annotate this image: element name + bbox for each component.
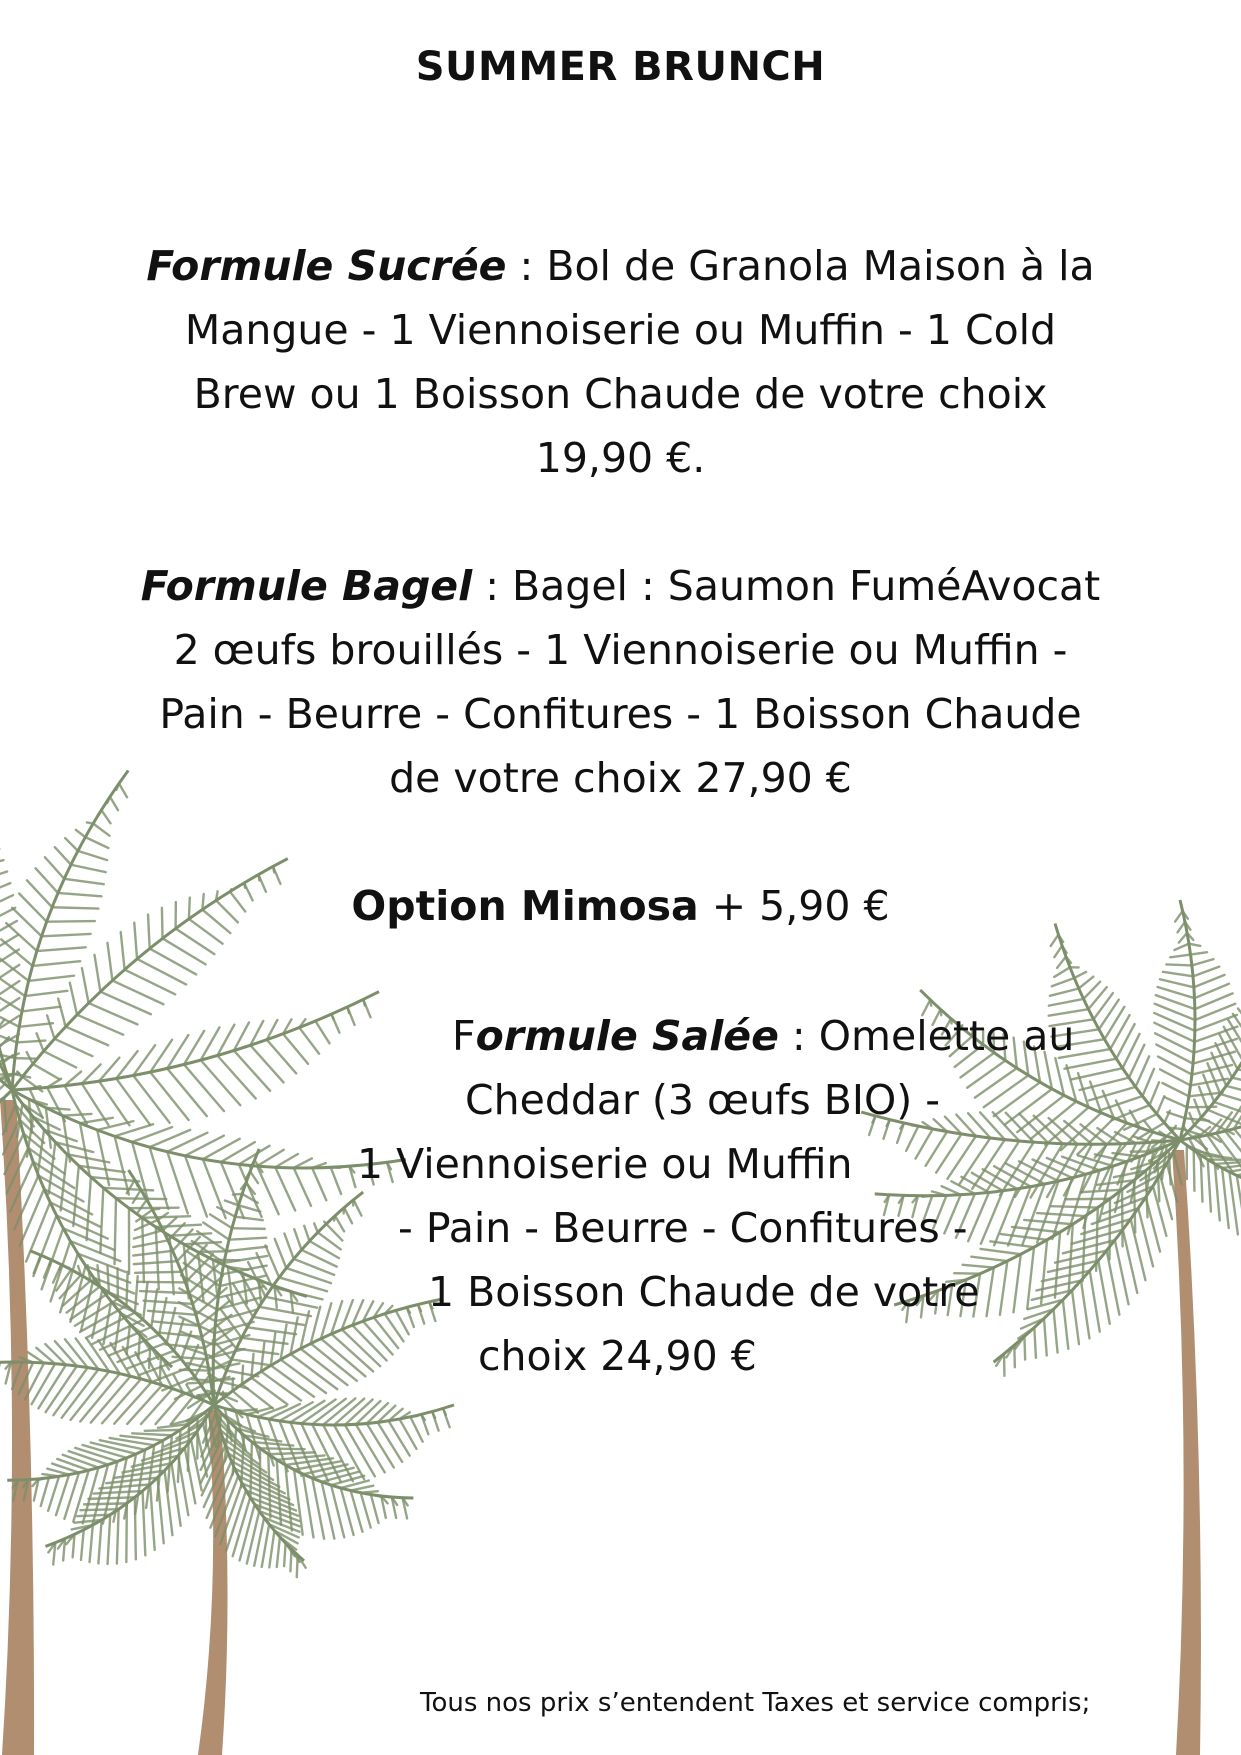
palm-leaflet bbox=[1080, 1078, 1129, 1090]
palm-leaflet bbox=[250, 1171, 258, 1183]
option-mimosa-price: + 5,90 € bbox=[698, 882, 890, 930]
palm-leaflet bbox=[117, 1509, 119, 1563]
palm-leaflet bbox=[271, 1365, 314, 1396]
palm-leaflet bbox=[396, 1309, 402, 1310]
palm-leaflet bbox=[47, 1015, 54, 1038]
palm-leaflet bbox=[115, 1198, 116, 1264]
palm-leaflet bbox=[44, 1051, 77, 1067]
palm-leaflet bbox=[54, 1039, 92, 1056]
palm-leaflet bbox=[335, 1216, 344, 1232]
palm-leaflet bbox=[1154, 1023, 1194, 1042]
palm-leaflet bbox=[251, 1354, 253, 1378]
palm-leaflet bbox=[82, 968, 89, 1003]
palm-leaflet bbox=[975, 1068, 1017, 1098]
palm-leaflet bbox=[90, 1525, 93, 1562]
palm-leaflet bbox=[184, 1064, 224, 1111]
palm-leaflet bbox=[127, 1324, 130, 1354]
palm-leaflet bbox=[1184, 1127, 1187, 1133]
palm-leaflet bbox=[226, 1247, 267, 1252]
formule-salee-text-1: : Omelette au bbox=[778, 1012, 1075, 1060]
palm-leaflet bbox=[1019, 1161, 1059, 1181]
palm-leaflet bbox=[1178, 922, 1185, 933]
palm-leaflet bbox=[217, 1056, 255, 1099]
formule-bagel-price: de votre choix 27,90 € bbox=[389, 754, 852, 802]
palm-leaflet bbox=[126, 1272, 127, 1306]
palm-leaflet bbox=[20, 1189, 44, 1246]
palm-leaflet bbox=[299, 1028, 319, 1054]
palm-leaflet bbox=[374, 1317, 398, 1348]
palm-leaflet bbox=[981, 1249, 1021, 1254]
palm-leaflet bbox=[1192, 959, 1214, 965]
palm-leaflet bbox=[48, 1476, 59, 1510]
palm-leaflet bbox=[443, 1408, 446, 1414]
formule-salee-price: choix 24,90 € bbox=[478, 1332, 757, 1380]
palm-leaflet bbox=[1208, 1160, 1211, 1212]
palm-leaflet bbox=[1142, 1069, 1154, 1096]
formule-salee-line-1 bbox=[452, 1004, 1074, 1068]
palm-leaflet bbox=[1055, 1232, 1060, 1297]
palm-leaflet bbox=[273, 866, 274, 872]
formule-salee-line-3: 1 Viennoiserie ou Muffin bbox=[357, 1140, 853, 1188]
palm-leaflet bbox=[47, 921, 95, 922]
palm-leaflet bbox=[367, 1424, 394, 1468]
palm-leaflet bbox=[990, 1241, 1034, 1247]
palm-leaflet bbox=[284, 1543, 286, 1566]
palm-leaflet bbox=[1074, 972, 1086, 978]
palm-leaflet bbox=[141, 1389, 173, 1424]
palm-leaflet bbox=[1162, 1083, 1189, 1096]
palm-leaflet bbox=[150, 1484, 155, 1549]
palm-leaflet bbox=[132, 1433, 172, 1435]
palm-leaflet bbox=[107, 943, 112, 981]
palm-leaflet bbox=[303, 1474, 313, 1537]
palm-leaflet bbox=[0, 860, 3, 867]
palm-leaflet bbox=[129, 1208, 179, 1209]
palm-leaflet bbox=[22, 1007, 60, 1012]
palm-leaflet bbox=[283, 1034, 308, 1064]
palm-leaflet bbox=[15, 1058, 38, 1059]
palm-leaflet bbox=[1194, 1100, 1201, 1118]
palm-leaflet bbox=[77, 1015, 123, 1035]
palm-leaflet bbox=[1116, 1024, 1134, 1059]
palm-leaflet bbox=[410, 1416, 417, 1417]
palm-leaflet bbox=[363, 999, 365, 1005]
palm-leaflet bbox=[315, 1021, 329, 1043]
palm-leaflet bbox=[1044, 1318, 1047, 1355]
option-mimosa-name: Option Mimosa bbox=[351, 882, 699, 930]
palm-leaflet bbox=[361, 1493, 371, 1528]
palm-leaflet bbox=[351, 1486, 374, 1491]
palm-leaflet bbox=[1203, 1075, 1214, 1102]
palm-leaflet bbox=[1037, 1213, 1085, 1216]
palm-leaflet bbox=[159, 1298, 166, 1335]
palm-leaflet bbox=[240, 1504, 255, 1560]
palm-leaflet bbox=[916, 1129, 933, 1159]
palm-leaflet bbox=[29, 976, 74, 981]
palm-leaflet bbox=[203, 1139, 240, 1159]
palm-leaflet bbox=[1155, 1033, 1194, 1052]
palm-leaflet bbox=[58, 893, 101, 896]
palm-leaflet bbox=[1160, 979, 1194, 987]
palm-leaflet bbox=[150, 1072, 188, 1120]
palm-leaflet bbox=[247, 1327, 296, 1334]
palm-leaflet bbox=[133, 1190, 141, 1203]
palm-leaflet bbox=[185, 1156, 207, 1217]
palm-leaflet bbox=[1034, 1116, 1063, 1144]
palm-leaflet bbox=[290, 1549, 291, 1571]
right-palm-trunk bbox=[1172, 1150, 1201, 1755]
palm-leaflet bbox=[334, 1216, 335, 1221]
palm-leaflet bbox=[45, 1344, 66, 1365]
palm-leaflet bbox=[1194, 975, 1225, 987]
formule-salee-name-initial: F bbox=[452, 1012, 476, 1060]
palm-leaflet bbox=[297, 1555, 298, 1577]
palm-leaflet bbox=[143, 1491, 146, 1555]
palm-leaflet bbox=[87, 822, 93, 823]
palm-leaflet bbox=[987, 1268, 994, 1317]
palm-leaflet bbox=[1052, 978, 1074, 986]
formule-sucree-price: 19,90 €. bbox=[535, 434, 706, 482]
palm-leaflet bbox=[78, 851, 107, 860]
palm-leaflet bbox=[275, 1167, 295, 1210]
palm-leaflet bbox=[55, 1341, 77, 1366]
palm-leaflet bbox=[133, 1251, 172, 1256]
palm-leaflet bbox=[1107, 1251, 1120, 1315]
palm-leaflet bbox=[1110, 1015, 1129, 1049]
palm-leaflet bbox=[55, 847, 71, 865]
palm-leaflet bbox=[71, 865, 106, 872]
palm-leaflet bbox=[46, 1108, 51, 1148]
palm-leaflet bbox=[242, 1384, 273, 1408]
palm-leaflet bbox=[116, 1198, 166, 1199]
palm-leaflet bbox=[1012, 1227, 1060, 1232]
palm-leaflet bbox=[259, 1307, 311, 1316]
palm-leaflet bbox=[1041, 1240, 1047, 1304]
palm-leaflet bbox=[98, 810, 101, 815]
palm-leaflet bbox=[250, 1045, 283, 1082]
formule-salee-name: ormule Salée bbox=[475, 1012, 779, 1060]
palm-leaflet bbox=[0, 871, 7, 882]
palm-leaflet bbox=[1094, 993, 1113, 1019]
palm-leaflet bbox=[942, 1186, 961, 1195]
palm-leaflet bbox=[994, 1166, 1031, 1186]
palm-leaflet bbox=[275, 1154, 298, 1167]
palm-leaflet bbox=[262, 1524, 269, 1567]
palm-leaflet bbox=[126, 1503, 127, 1562]
palm-leaflet bbox=[1099, 1000, 1119, 1030]
palm-leaflet bbox=[1215, 1161, 1241, 1164]
palm-leaflet bbox=[133, 1075, 169, 1122]
palm-leaflet bbox=[1063, 1300, 1068, 1349]
palm-leaflet bbox=[936, 1134, 961, 1173]
palm-leaflet bbox=[116, 1079, 150, 1125]
palm-leaflet bbox=[156, 1392, 183, 1424]
palm-leaflet bbox=[69, 1530, 84, 1537]
palm-leaflet bbox=[27, 880, 52, 907]
formule-salee-line-2: Cheddar (3 œufs BIO) - bbox=[465, 1076, 941, 1124]
palm-leaflet bbox=[66, 1027, 109, 1046]
palm-leaflet bbox=[324, 1222, 326, 1224]
palm-leaflet bbox=[145, 1430, 181, 1431]
palm-leaflet bbox=[1191, 952, 1208, 954]
palm-leaflet bbox=[984, 1075, 1029, 1107]
palm-leaflet bbox=[1222, 1168, 1229, 1228]
palm-leaflet bbox=[1054, 946, 1062, 957]
formule-sucree bbox=[100, 234, 1141, 490]
palm-leaflet bbox=[432, 1412, 435, 1418]
palm-leaflet bbox=[32, 1364, 56, 1404]
palm-leaflet bbox=[148, 1311, 196, 1315]
palm-leaflet bbox=[1215, 1164, 1220, 1220]
palm-leaflet bbox=[115, 1136, 129, 1194]
palm-leaflet bbox=[1193, 967, 1219, 977]
palm-leaflet bbox=[1014, 1254, 1021, 1312]
palm-leaflet bbox=[63, 1455, 99, 1468]
palm-leaflet bbox=[1000, 1261, 1007, 1315]
palm-leaflet bbox=[1154, 1013, 1195, 1031]
formule-salee-line-5: 1 Boisson Chaude de votre bbox=[428, 1268, 980, 1316]
palm-leaflet bbox=[1080, 1124, 1106, 1144]
palm-leaflet bbox=[37, 947, 86, 951]
palm-leaflet bbox=[257, 1166, 279, 1214]
palm-leaflet bbox=[57, 1459, 89, 1470]
palm-leaflet bbox=[344, 1208, 352, 1224]
palm-leaflet bbox=[64, 879, 104, 884]
palm-leaflet bbox=[294, 1168, 311, 1206]
palm-leaflet bbox=[77, 1515, 110, 1517]
palm-leaflet bbox=[304, 1226, 309, 1241]
palm-leaflet bbox=[1006, 1113, 1034, 1142]
palm-leaflet bbox=[361, 1491, 378, 1493]
palm-leaflet bbox=[344, 1208, 345, 1214]
palm-leaflet bbox=[1194, 1150, 1195, 1191]
palm-leaflet bbox=[1165, 1097, 1187, 1107]
palm-leaflet bbox=[1081, 1281, 1090, 1339]
palm-leaflet bbox=[52, 907, 98, 908]
palm-leaflet bbox=[137, 1282, 185, 1283]
palm-leaflet bbox=[76, 830, 85, 837]
palm-leaflet bbox=[36, 868, 58, 893]
footer-note: Tous nos prix s’entendent Taxes et service compris; bbox=[420, 1688, 1091, 1718]
palm-leaflet bbox=[301, 1311, 309, 1348]
palm-leaflet bbox=[107, 1266, 108, 1292]
palm-leaflet bbox=[275, 1239, 287, 1268]
palm-leaflet bbox=[981, 1191, 1003, 1244]
palm-leaflet bbox=[99, 1484, 150, 1488]
palm-leaflet bbox=[251, 1378, 287, 1405]
palm-leaflet bbox=[1081, 1190, 1122, 1193]
palm-leaflet bbox=[58, 999, 65, 1027]
palm-leaflet bbox=[1166, 964, 1192, 965]
palm-leaflet bbox=[217, 1207, 235, 1217]
palm-leaflet bbox=[135, 1272, 181, 1273]
palm-leaflet bbox=[133, 1240, 168, 1247]
palm-leaflet bbox=[135, 1276, 138, 1312]
palm-leaflet bbox=[234, 1051, 270, 1091]
palm-leaflet bbox=[167, 1068, 207, 1116]
palm-leaflet bbox=[1157, 1096, 1164, 1114]
palm-leaflet bbox=[1034, 1327, 1036, 1357]
palm-leaflet bbox=[185, 1136, 224, 1156]
palm-leaflet bbox=[95, 955, 101, 992]
palm-leaflet bbox=[1079, 977, 1094, 989]
formule-sucree-line-1 bbox=[100, 234, 1141, 298]
palm-leaflet bbox=[418, 1304, 421, 1311]
page-title: SUMMER BRUNCH bbox=[415, 44, 826, 90]
palm-leaflet bbox=[1051, 1206, 1098, 1207]
palm-leaflet bbox=[98, 1520, 101, 1563]
palm-leaflet bbox=[1024, 1336, 1025, 1359]
palm-leaflet bbox=[85, 837, 108, 848]
palm-leaflet bbox=[260, 1448, 305, 1449]
palm-leaflet bbox=[70, 983, 77, 1015]
formule-bagel-name: Formule Bagel bbox=[140, 562, 473, 610]
palm-leaflet bbox=[65, 838, 78, 851]
palm-leaflet bbox=[242, 1366, 243, 1385]
palm-leaflet bbox=[1072, 1290, 1079, 1344]
palm-leaflet bbox=[1156, 1045, 1193, 1064]
palm-leaflet bbox=[261, 1343, 264, 1372]
formule-salee-line-4: - Pain - Beurre - Confitures - bbox=[398, 1204, 968, 1252]
palm-leaflet bbox=[1224, 1027, 1241, 1061]
palm-leaflet bbox=[235, 1217, 263, 1220]
palm-leaflet bbox=[1150, 1082, 1160, 1105]
palm-leaflet bbox=[315, 1019, 319, 1021]
palm-leaflet bbox=[314, 1223, 317, 1232]
palm-leaflet bbox=[1057, 957, 1066, 968]
palm-leaflet bbox=[233, 1194, 242, 1195]
palm-leaflet bbox=[389, 1421, 410, 1456]
palm-leaflet bbox=[41, 1478, 49, 1506]
palm-leaflet bbox=[371, 1495, 379, 1523]
palm-leaflet bbox=[167, 1133, 207, 1152]
palm-leaflet bbox=[1090, 1271, 1100, 1332]
palm-leaflet bbox=[210, 1214, 232, 1228]
formule-bagel-line-3: Pain - Beurre - Confitures - 1 Boisson Chaude bbox=[159, 690, 1082, 738]
palm-leaflet bbox=[142, 1216, 190, 1218]
palm-leaflet bbox=[115, 1124, 154, 1136]
formule-sucree-line-3: Brew ou 1 Boisson Chaude de votre choix bbox=[193, 370, 1048, 418]
palm-leaflet bbox=[88, 1497, 134, 1499]
formule-bagel-line-1 bbox=[100, 554, 1141, 618]
palm-leaflet bbox=[157, 1478, 163, 1544]
palm-leaflet bbox=[138, 1200, 147, 1213]
palm-leaflet bbox=[150, 949, 197, 975]
palm-leaflet bbox=[271, 1333, 276, 1365]
palm-leaflet bbox=[195, 1359, 204, 1376]
palm-leaflet bbox=[1170, 955, 1190, 958]
palm-leaflet bbox=[101, 810, 110, 823]
palm-leaflet bbox=[34, 1255, 41, 1273]
palm-leaflet bbox=[410, 1417, 422, 1442]
palm-leaflet bbox=[19, 1023, 53, 1027]
palm-leaflet bbox=[229, 1238, 266, 1240]
palm-leaflet bbox=[93, 824, 109, 836]
palm-leaflet bbox=[81, 1530, 84, 1560]
palm-leaflet bbox=[63, 1114, 92, 1116]
palm-leaflet bbox=[363, 1321, 393, 1354]
palm-leaflet bbox=[156, 1227, 159, 1289]
palm-leaflet bbox=[242, 1194, 258, 1203]
palm-leaflet bbox=[378, 1422, 402, 1462]
palm-leaflet bbox=[1069, 1224, 1073, 1290]
palm-leaflet bbox=[42, 1474, 59, 1476]
palm-leaflet bbox=[135, 1497, 136, 1559]
palm-leaflet bbox=[25, 991, 67, 996]
option-mimosa-line bbox=[100, 874, 1141, 938]
palm-leaflet bbox=[1179, 933, 1187, 943]
palm-leaflet bbox=[331, 1167, 341, 1194]
palm-leaflet bbox=[45, 857, 64, 879]
formule-sucree-line-2: Mangue - 1 Viennoiserie ou Muffin - 1 Cold bbox=[184, 306, 1057, 354]
palm-leaflet bbox=[80, 1374, 120, 1422]
palm-leaflet bbox=[0, 883, 10, 897]
palm-leaflet bbox=[80, 1509, 118, 1510]
palm-leaflet bbox=[1054, 1309, 1058, 1352]
palm-leaflet bbox=[108, 1515, 111, 1564]
formule-sucree-name: Formule Sucrée bbox=[146, 242, 507, 290]
palm-leaflet bbox=[994, 1082, 1040, 1116]
palm-leaflet bbox=[144, 1301, 193, 1304]
formule-bagel bbox=[100, 554, 1141, 810]
option-mimosa bbox=[100, 874, 1141, 938]
palm-leaflet bbox=[1098, 1261, 1109, 1324]
palm-leaflet bbox=[167, 1152, 187, 1214]
palm-leaflet bbox=[265, 1245, 279, 1277]
palm-leaflet bbox=[163, 1218, 176, 1230]
palm-leaflet bbox=[347, 1007, 349, 1013]
palm-leaflet bbox=[268, 1452, 315, 1454]
palm-leaflet bbox=[312, 1168, 326, 1200]
palm-leaflet bbox=[33, 961, 81, 966]
palm-frond bbox=[12, 992, 379, 1090]
formule-bagel-line-2: 2 œufs brouillés - 1 Viennoiserie ou Muffin - bbox=[173, 626, 1068, 674]
palm-leaflet bbox=[1175, 911, 1182, 922]
palm-leaflet bbox=[232, 1228, 265, 1229]
palm-leaflet bbox=[1105, 1007, 1125, 1039]
palm-leaflet bbox=[1065, 1199, 1110, 1200]
palm-leaflet bbox=[294, 1229, 301, 1250]
palm-leaflet bbox=[1152, 1140, 1165, 1141]
palm-leaflet bbox=[1215, 1043, 1232, 1077]
palm-leaflet bbox=[1163, 972, 1193, 977]
palm-leaflet bbox=[97, 1121, 133, 1130]
palm-leaflet bbox=[201, 1060, 241, 1105]
palm-leaflet bbox=[84, 1503, 127, 1504]
palm-leaflet bbox=[261, 1371, 301, 1400]
palm-leaflet bbox=[354, 1200, 362, 1216]
palm-leaflet bbox=[1047, 1144, 1077, 1197]
palm-leaflet bbox=[42, 934, 91, 936]
palm-leaflet bbox=[67, 1287, 100, 1313]
formule-bagel-text-1: : Bagel : Saumon FuméAvocat bbox=[472, 562, 1101, 610]
palm-leaflet bbox=[284, 1233, 293, 1258]
palm-leaflet bbox=[132, 1142, 149, 1202]
palm-leaflet bbox=[47, 1469, 69, 1475]
formule-sucree-text-1: : Bol de Granola Maison à la bbox=[506, 242, 1095, 290]
palm-leaflet bbox=[1174, 944, 1188, 950]
palm-leaflet bbox=[1050, 988, 1079, 995]
palm-leaflet bbox=[980, 1112, 1005, 1139]
palm-leaflet bbox=[269, 1531, 274, 1568]
palm-leaflet bbox=[33, 1064, 60, 1079]
palm-leaflet bbox=[134, 1230, 163, 1239]
palm-leaflet bbox=[277, 1537, 280, 1567]
palm-leaflet bbox=[65, 1339, 88, 1367]
